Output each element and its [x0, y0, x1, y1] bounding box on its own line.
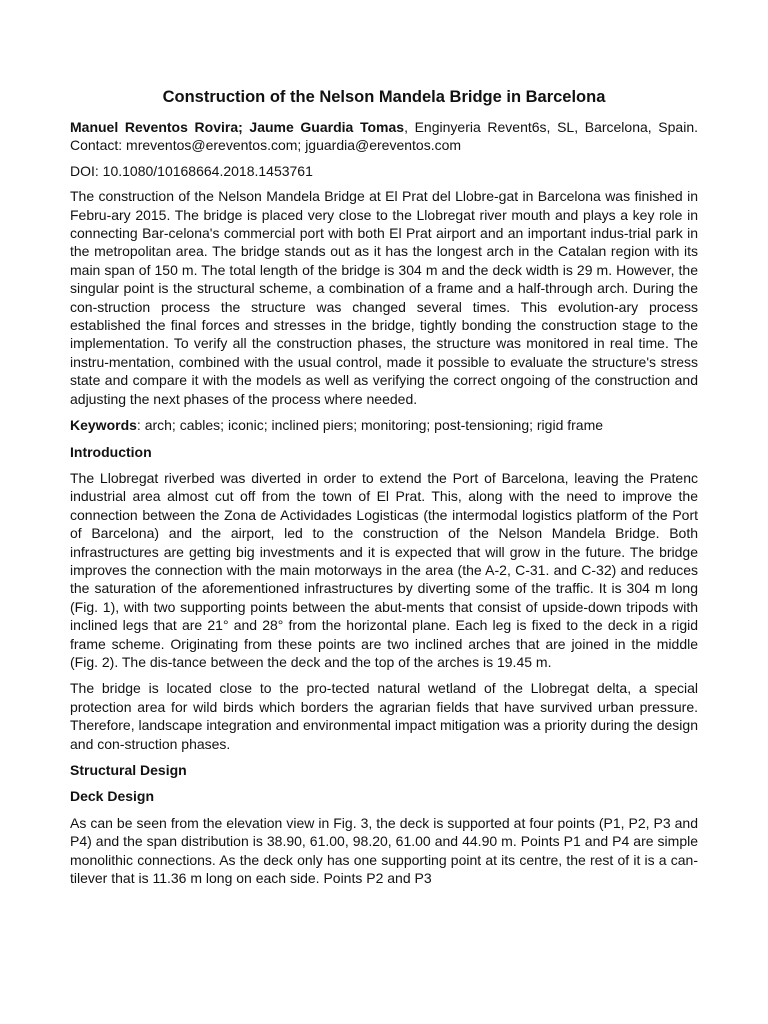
introduction-paragraph-2: The bridge is located close to the pro-tected natural wetland of the Llobregat delta, a special protection area for wild birds which borders the agrarian fields that have survived urban pressure. Therefore, landscape integration and environmental impact mitigation was a priority during the design and con-struction phases.: [70, 680, 698, 752]
doi: DOI: 10.1080/10168664.2018.1453761: [70, 162, 313, 179]
heading-structural-design: Structural Design: [70, 762, 187, 778]
introduction-paragraph-1: The Llobregat riverbed was diverted in order to extend the Port of Barcelona, leaving the Pratenc industrial area almost cut off from the town of El Prat. This, along with the need to improve the connection between the Zona de Actividades Logisticas (the intermodal logistics platform of the Port of Barcelona) and the airport, led to the construction of the Nelson Mandela Bridge. Both infrastructures are getting big investments and it is expected that will grow in the future. The bridge improves the connection with the main motorways in the area (the A-2, C-31. and C-32) and reduces the saturation of the aforementioned infrastructures by diverting some of the traffic. It is 304 m long (Fig. 1), with two supporting points between the abut-ments that consist of upside-down tripods with inclined legs that are 21° and 28° from the horizontal plane. Each leg is fixed to the deck in a rigid frame scheme. Originating from these points are two inclined arches that are joined in the middle (Fig. 2). The dis-tance between the deck and the top of the arches is 19.45 m.: [70, 469, 698, 670]
keywords: [70, 416, 698, 434]
author-line: [70, 118, 698, 155]
heading-introduction: Introduction: [70, 443, 152, 460]
abstract: The construction of the Nelson Mandela Bridge at El Prat del Llobre-gat in Barcelona was finished in Febru-ary 2015. The bridge is placed very close to the Llobregat river mouth and plays a key role in connecting Bar-celona's commercial port with both El Prat airport and an important indus-trial park in the metropolitan area. The bridge stands out as it has the longest arch in the Catalan region with its main span of 150 m. The total length of the bridge is 304 m and the deck width is 29 m. However, the singular point is the structural scheme, a combination of a frame and a half-through arch. During the con-struction process the structure was changed several times. This evolution-ary process established the final forces and stresses in the bridge, tightly bonding the construction stage to the implementation. To verify all the construction phases, the structure was monitored in real time. The instru-mentation, combined with the usual control, made it possible to evaluate the structure's stress state and compare it with the models as well as verifying the correct ongoing of the construction and adjusting the next phases of the process where needed.: [70, 188, 698, 407]
deck-design-paragraph-1: As can be seen from the elevation view in Fig. 3, the deck is supported at four points (P1, P2, P3 and P4) and the span distribution is 38.90, 61.00, 98.20, 61.00 and 44.90 m. Points P1 and P4 are simple monolithic connections. As the deck only has one supporting point at its centre, the rest of it is a can-tilever that is 11.36 m long on each side. Points P2 and P3: [70, 814, 698, 887]
author-affiliation: , Enginyeria Revent6s, SL, Barcelona, Spain. Contact: mreventos@ereventos.com; jguardia@ereventos.com: [70, 119, 698, 154]
paper-title: Construction of the Nelson Mandela Bridge in Barcelona: [162, 88, 606, 106]
keywords-text: : arch; cables; iconic; inclined piers; monitoring; post-tensioning; rigid frame: [136, 417, 604, 434]
heading-deck-design: Deck Design: [70, 788, 155, 805]
keywords-label: Keywords: [70, 417, 137, 434]
author-names: Manuel Reventos Rovira; Jaume Guardia Tomas: [70, 119, 405, 135]
